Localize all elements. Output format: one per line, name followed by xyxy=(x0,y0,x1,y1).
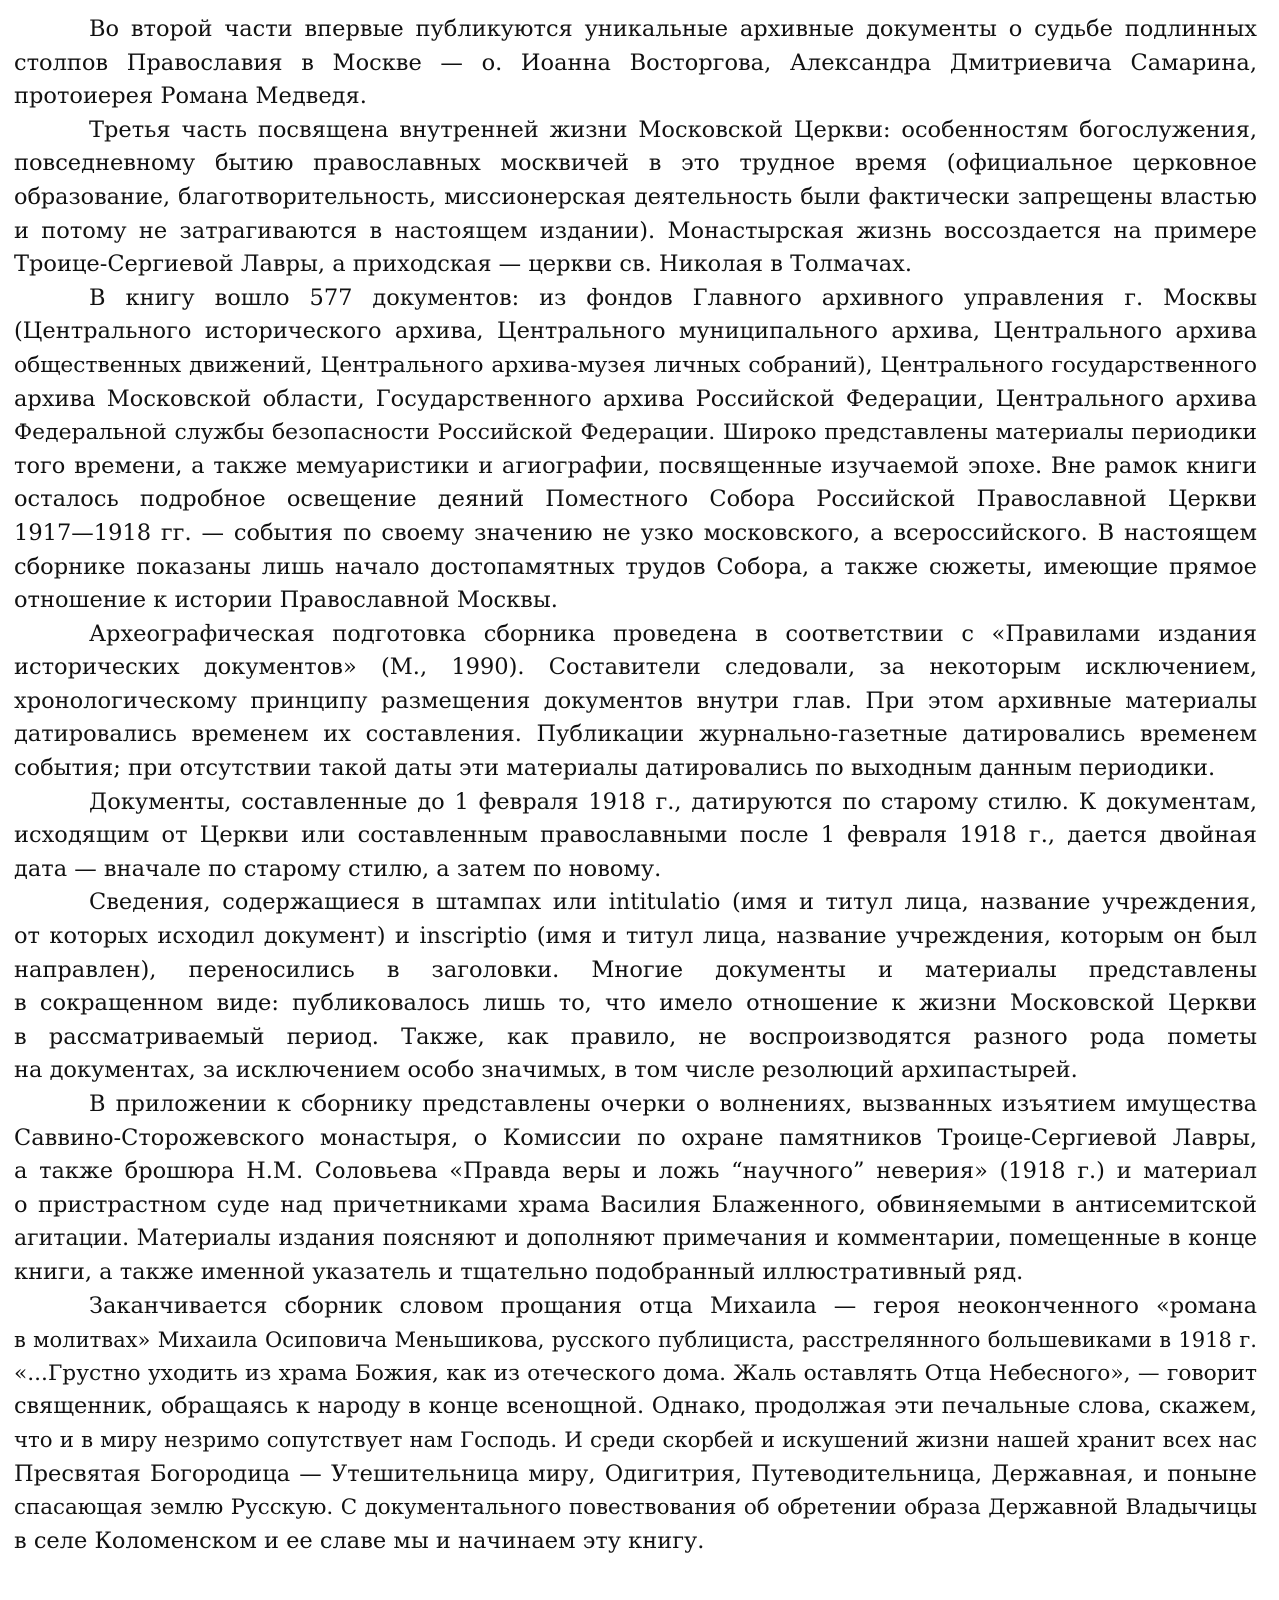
text-line: того времени, а также мемуаристики и агиографии, посвященные изучаемой эпохе. Вне рамок книги xyxy=(14,452,1257,479)
text-line: книги, а также именной указатель и тщательно подобранный иллюстративный ряд. xyxy=(14,1258,1024,1285)
text-line: в молитвах» Михаила Осиповича Меньшикова, русского публициста, расстрелянного большевиками в 1918 г. xyxy=(14,1327,1257,1353)
paragraph xyxy=(14,282,1257,618)
text-line: и потому не затрагиваются в настоящем издании). Монастырская жизнь воссоздается на примере xyxy=(14,217,1257,244)
text-line: в селе Коломенском и ее славе мы и начинаем эту книгу. xyxy=(14,1527,705,1554)
text-line: датировались временем их составления. Публикации журнально-газетные датировались временем xyxy=(14,721,1257,748)
paragraph xyxy=(14,786,1257,887)
text-line: хронологическому принципу размещения документов внутри глав. При этом архивные материалы xyxy=(14,687,1257,714)
text-line: а также брошюра Н.М. Соловьева «Правда веры и ложь “научного” неверия» (1918 г.) и материал xyxy=(14,1158,1257,1185)
text-line: В приложении к сборнику представлены очерки о волнениях, вызванных изъятием имущества xyxy=(89,1091,1257,1117)
text-line: спасающая землю Русскую. С документального повествования об обретении образа Державной Владычицы xyxy=(14,1495,1257,1521)
paragraph xyxy=(14,114,1257,282)
text-line: отношение к истории Православной Москвы. xyxy=(14,587,558,614)
text-line: дата — вначале по старому стилю, а затем по новому. xyxy=(14,855,662,882)
text-line: Троице-Сергиевой Лавры, а приходская — церкви св. Николая в Толмачах. xyxy=(14,251,912,278)
text-line: на документах, за исключением особо значимых, в том числе резолюций архипастырей. xyxy=(14,1057,1078,1084)
text-line: события; при отсутствии такой даты эти материалы датировались по выходным данным периодики. xyxy=(14,755,1216,782)
text-line: общественных движений, Центрального архива-музея личных собраний), Центрального государственного xyxy=(14,352,1257,378)
text-line: о пристрастном суде над причетниками храма Василия Блаженного, обвиняемыми в антисемитской xyxy=(14,1191,1257,1218)
text-line: в рассматриваемый период. Также, как правило, не воспроизводятся разного рода пометы xyxy=(14,1023,1257,1050)
text-line: Саввино-Сторожевского монастыря, о Комиссии по охране памятников Троице-Сергиевой Лавры, xyxy=(14,1124,1257,1151)
text-line: образование, благотворительность, миссионерская деятельность были фактически запрещены властью xyxy=(14,183,1257,210)
text-line: повседневному бытию православных москвичей в это трудное время (официальное церковное xyxy=(14,150,1257,177)
paragraph xyxy=(14,1290,1257,1559)
text-line: осталось подробное освещение деяний Поместного Собора Российской Православной Церкви xyxy=(14,486,1257,513)
text-line: агитации. Материалы издания поясняют и дополняют примечания и комментарии, помещенные в конце xyxy=(14,1226,1257,1252)
text-line: Документы, составленные до 1 февраля 1918 г., датируются по старому стилю. К документам, xyxy=(89,788,1257,815)
text-line: «...Грустно уходить из храма Божия, как из отеческого дома. Жаль оставлять Отца Небесного», — говорит xyxy=(14,1360,1257,1386)
text-line: протоиерея Романа Медведя. xyxy=(14,83,367,110)
document-body xyxy=(14,13,1257,1558)
text-line: Археографическая подготовка сборника проведена в соответствии с «Правилами издания xyxy=(89,620,1257,647)
text-line: Сведения, содержащиеся в штампах или intitulatio (имя и титул лица, название учреждения, xyxy=(89,889,1257,916)
text-line: Федеральной службы безопасности Российской Федерации. Широко представлены материалы периодики xyxy=(14,420,1257,446)
paragraph xyxy=(14,13,1257,114)
text-line: Пресвятая Богородица — Утешительница миру, Одигитрия, Путеводительница, Державная, и поныне xyxy=(14,1460,1257,1487)
text-line: что и в миру незримо сопутствует нам Господь. И среди скорбей и искушений жизни нашей хранит всех нас xyxy=(14,1427,1257,1453)
text-line: направлен), переносились в заголовки. Многие документы и материалы представлены xyxy=(14,956,1257,983)
text-line: Во второй части впервые публикуются уникальные архивные документы о судьбе подлинных xyxy=(89,16,1257,42)
text-line: от которых исходил документ) и inscriptio (имя и титул лица, название учреждения, которым он был xyxy=(14,923,1257,950)
text-line: исходящим от Церкви или составленным православными после 1 февраля 1918 г., дается двойная xyxy=(14,822,1257,849)
text-line: В книгу вошло 577 документов: из фондов Главного архивного управления г. Москвы xyxy=(89,284,1257,311)
paragraph xyxy=(14,1088,1257,1290)
text-line: (Центрального исторического архива, Центрального муниципального архива, Центрального архива xyxy=(14,318,1257,345)
text-line: священник, обращаясь к народу в конце всенощной. Однако, продолжая эти печальные слова, скажем, xyxy=(14,1393,1257,1420)
text-line: Заканчивается сборник словом прощания отца Михаила — героя неоконченного «романа xyxy=(89,1292,1257,1319)
text-line: столпов Православия в Москве — о. Иоанна Восторгова, Александра Дмитриевича Самарина, xyxy=(14,49,1257,76)
paragraph xyxy=(14,618,1257,786)
paragraph xyxy=(14,886,1257,1088)
text-line: 1917—1918 гг. — события по своему значению не узко московского, а всероссийского. В настоящем xyxy=(14,519,1257,546)
text-line: сборнике показаны лишь начало достопамятных трудов Собора, а также сюжеты, имеющие прямое xyxy=(14,553,1257,580)
text-line: в сокращенном виде: публиковалось лишь то, что имело отношение к жизни Московской Церкви xyxy=(14,990,1257,1017)
text-line: исторических документов» (М., 1990). Составители следовали, за некоторым исключением, xyxy=(14,654,1257,681)
text-line: архива Московской области, Государственного архива Российской Федерации, Центрального архива xyxy=(14,385,1257,412)
text-line: Третья часть посвящена внутренней жизни Московской Церкви: особенностям богослужения, xyxy=(89,116,1257,143)
